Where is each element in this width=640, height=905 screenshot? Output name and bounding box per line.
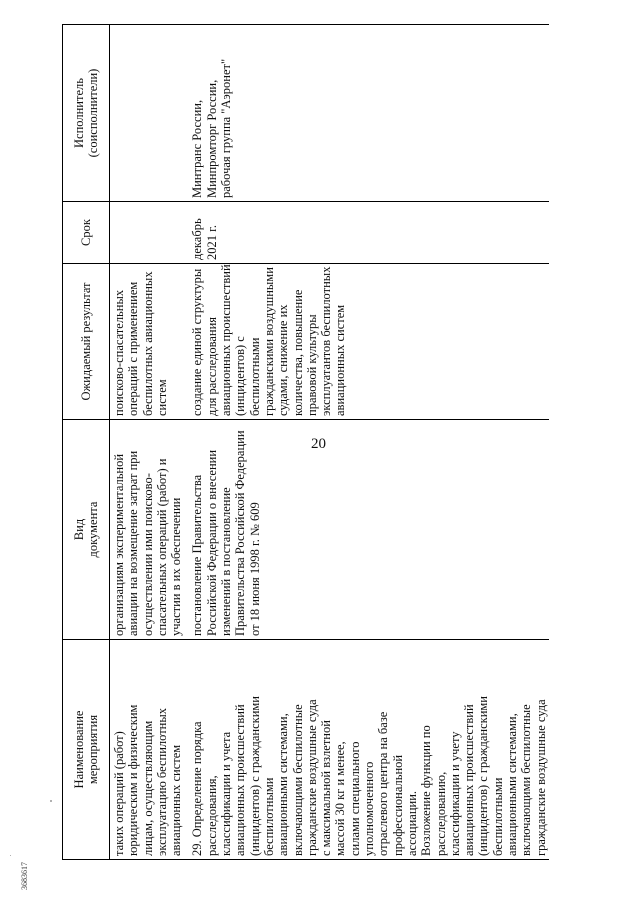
cell-line: участии в их обеспечении	[169, 497, 184, 636]
header-result: Ожидаемый результат	[63, 264, 110, 420]
cell-line: беспилотных авиационных	[140, 271, 155, 416]
row-executor-cell	[110, 25, 190, 202]
cell-line: операций с применением	[126, 281, 141, 416]
cell-line: массой 30 кг и менее,	[333, 741, 348, 856]
cell-line: гражданские воздушные суда	[533, 699, 548, 856]
cell-line: беспилотными	[247, 337, 262, 416]
cell-line: поисково-спасательных	[112, 289, 126, 416]
cell-line: спасательных операций (работ) и	[154, 458, 169, 636]
cell-line: таких операций (работ)	[112, 731, 126, 856]
cell-line: систем	[154, 379, 169, 416]
table-row	[110, 25, 190, 860]
cell-line: профессиональной	[390, 754, 405, 856]
cell-line: количества, повышение	[290, 289, 305, 416]
cell-line: отраслевого центра на базе	[376, 711, 391, 856]
table-row	[189, 25, 548, 860]
row-doc-type-cell	[189, 420, 548, 640]
page-number: 20	[311, 436, 326, 452]
cell-line: 29. Определение порядка	[190, 721, 205, 856]
cell-line: расследованию,	[433, 771, 448, 856]
cell-line: авиационных систем	[169, 744, 184, 856]
cell-line: классификации и учету	[447, 731, 462, 856]
document-table-rotated	[62, 60, 567, 860]
cell-line: декабрь	[190, 218, 205, 260]
cell-line: судами, снижение их	[276, 304, 291, 416]
cell-line: (инцидентов) с	[233, 336, 248, 416]
scan-speck	[10, 855, 11, 856]
cell-line: с максимальной взлетной	[319, 720, 334, 856]
row-result-cell	[110, 264, 190, 420]
cell-line: авиации на возмещение затрат при	[126, 450, 141, 636]
measures-table	[62, 24, 549, 860]
header-name: Наименование мероприятия	[63, 640, 110, 860]
row-name-cell	[110, 640, 190, 860]
cell-line: классификации и учета	[219, 731, 234, 856]
cell-line: Минтранс России,	[190, 99, 205, 198]
cell-line: авиационных происшествий	[462, 704, 477, 856]
cell-line: авиационных систем	[333, 304, 348, 416]
cell-line: для расследования	[204, 316, 219, 416]
cell-line: авиационных происшествий	[219, 264, 234, 416]
cell-line: (инцидентов) с гражданскими	[476, 696, 491, 856]
cell-line: постановление Правительства	[190, 474, 205, 636]
cell-line: авиационными системами,	[276, 713, 291, 856]
cell-line: силами специального	[347, 741, 362, 856]
cell-line: правовой культуры	[304, 314, 319, 416]
cell-line: гражданскими воздушными	[261, 267, 276, 416]
cell-line: эксплуатантов беспилотных	[319, 266, 334, 416]
cell-line: юридическим и физическим	[126, 704, 141, 856]
scan-speck	[50, 800, 52, 802]
cell-line: Правительства Российской Федерации	[233, 430, 248, 636]
cell-line: осуществлении ими поисково-	[140, 473, 155, 636]
cell-line: от 18 июня 1998 г. № 609	[247, 502, 262, 636]
row-deadline-cell	[110, 202, 190, 264]
table-header-row	[63, 25, 110, 860]
header-doc-type: Вид документа	[63, 420, 110, 640]
header-deadline: Срок	[63, 202, 110, 264]
row-doc-type-cell	[110, 420, 190, 640]
cell-line: изменений в постановление	[219, 487, 234, 636]
cell-line: гражданские воздушные суда	[304, 699, 319, 856]
cell-line: беспилотными	[261, 777, 276, 856]
scan-id: 3683617	[20, 862, 29, 890]
row-result-cell	[189, 264, 548, 420]
cell-line: беспилотными	[490, 777, 505, 856]
cell-line: авиационных происшествий	[233, 704, 248, 856]
cell-line: уполномоченного	[362, 761, 377, 856]
cell-line: расследования,	[204, 775, 219, 856]
cell-line: авиационными системами,	[505, 713, 520, 856]
cell-line: Российской Федерации о внесении	[204, 449, 219, 636]
cell-line: (инцидентов) с гражданскими	[247, 696, 262, 856]
header-executor: Исполнитель (соисполнители)	[63, 25, 110, 202]
cell-line: Минпромторг России,	[204, 79, 219, 198]
row-executor-cell	[189, 25, 548, 202]
cell-line: 2021 г.	[204, 225, 219, 260]
cell-line: включающими беспилотные	[290, 704, 305, 856]
cell-line: рабочая группа "Аэронет"	[219, 58, 234, 198]
cell-line: включающими беспилотные	[519, 704, 534, 856]
cell-line: лицам, осуществляющим	[140, 720, 155, 856]
cell-line: организациям экспериментальной	[112, 453, 126, 636]
cell-line: Возложение функции по	[419, 725, 434, 856]
cell-line: ассоциации.	[404, 790, 419, 856]
cell-line: эксплуатацию беспилотных	[154, 707, 169, 856]
row-name-cell	[189, 640, 548, 860]
row-deadline-cell	[189, 202, 548, 264]
cell-line: создание единой структуры	[190, 268, 205, 416]
